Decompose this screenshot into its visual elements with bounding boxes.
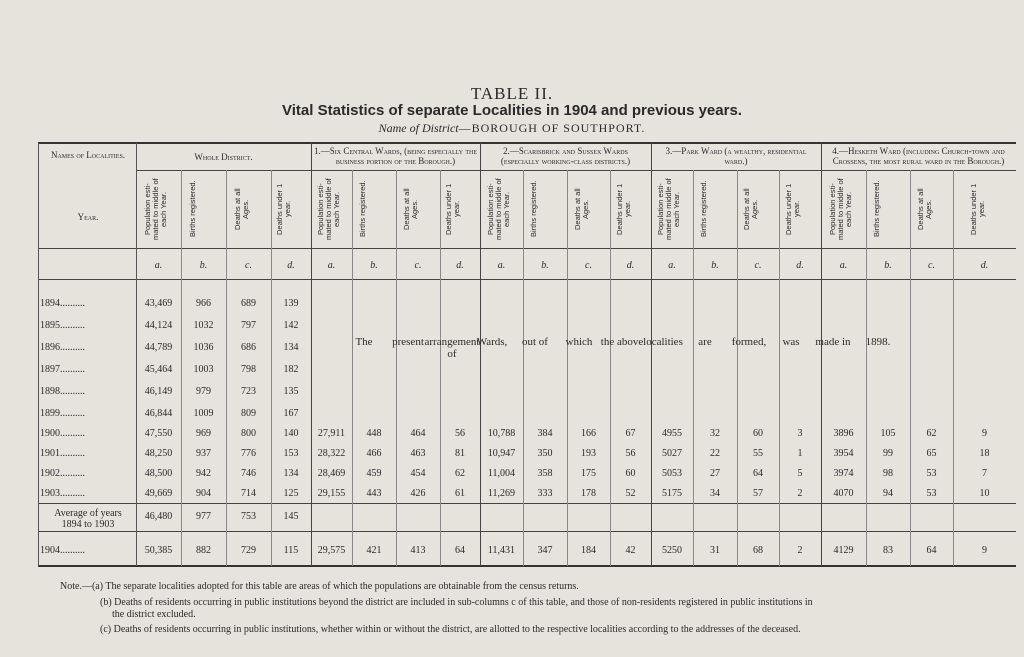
- subcolumn-header: Deaths at all Ages.: [742, 188, 759, 230]
- data-cell: 966: [196, 298, 211, 309]
- data-cell: 81: [455, 448, 465, 459]
- data-cell: 689: [241, 298, 256, 309]
- data-cell: 350: [537, 448, 553, 459]
- subcolumn-letter: c.: [754, 260, 762, 271]
- subcolumn-letter: d.: [456, 260, 464, 271]
- group-header: 4.—Hesketh Ward (including Church-town and Crossens, the most rural ward in the Borough.): [832, 146, 1005, 167]
- data-cell: 94: [883, 488, 893, 499]
- data-cell: 9: [982, 428, 987, 439]
- year-value: 1894: [40, 298, 60, 309]
- data-cell: 11,269: [487, 488, 516, 499]
- subcolumn-letter: c.: [414, 260, 422, 271]
- district-line: [0, 121, 1024, 136]
- year-label: 1900..........: [40, 428, 85, 439]
- data-cell: 62: [926, 428, 937, 439]
- year-label: 1899..........: [40, 408, 85, 419]
- merged-note-word: out of: [522, 336, 548, 348]
- data-cell: 167: [283, 408, 299, 419]
- group-header: 1.—Six Central Wards, (being especially the business portion of the Borough.): [314, 146, 477, 167]
- year-label: 1904..........: [40, 545, 85, 556]
- data-cell: 29,575: [317, 545, 346, 556]
- data-cell: 466: [366, 448, 382, 459]
- data-cell: 3974: [833, 468, 854, 479]
- subcolumn-letter: b.: [199, 260, 208, 271]
- data-cell: 3896: [833, 428, 854, 439]
- data-cell: 904: [196, 488, 211, 499]
- data-cell: 135: [283, 386, 299, 397]
- data-cell: 49,669: [144, 488, 173, 499]
- data-cell: 178: [581, 488, 596, 499]
- data-cell: 62: [455, 468, 465, 479]
- merged-note-word: arrangement of: [424, 336, 480, 360]
- average-cell: 977: [196, 511, 211, 522]
- merged-note-word: formed,: [731, 336, 767, 348]
- note-line: (b) Deaths of residents occurring in public institutions beyond the district are included in sub-columns c of this table, and those of non-residents registered in public institutions in: [100, 597, 813, 608]
- data-cell: 463: [410, 448, 426, 459]
- letters-rule: [38, 279, 1016, 280]
- subcolumn-header: Deaths under 1 year.: [444, 183, 461, 235]
- column-divider: [567, 170, 568, 566]
- merged-note-word: The: [355, 336, 373, 348]
- group-header: Whole District.: [194, 152, 253, 162]
- column-divider: [866, 170, 867, 566]
- data-cell: 10,947: [487, 448, 516, 459]
- subcolumn-letter: d.: [626, 260, 635, 271]
- data-cell: 7: [982, 468, 987, 479]
- data-cell: 776: [241, 448, 256, 459]
- average-rule-top: [38, 503, 1016, 504]
- data-cell: 44,789: [144, 342, 173, 353]
- year-label: 1897..........: [40, 364, 85, 375]
- data-cell: 53: [926, 488, 937, 499]
- year-label: 1901..........: [40, 448, 85, 459]
- year-value: 1900: [40, 428, 60, 439]
- data-cell: 1036: [193, 342, 214, 353]
- year-value: 1899: [40, 408, 60, 419]
- data-cell: 347: [537, 545, 553, 556]
- data-cell: 459: [366, 468, 382, 479]
- data-cell: 43,469: [144, 298, 173, 309]
- data-cell: 5250: [662, 545, 682, 556]
- data-cell: 5053: [662, 468, 682, 479]
- data-cell: 46,844: [144, 408, 173, 419]
- merged-note-word: localities: [643, 336, 683, 348]
- data-cell: 11,431: [487, 545, 516, 556]
- data-cell: 10,788: [487, 428, 516, 439]
- column-divider: [693, 170, 694, 566]
- subcolumn-letter: a.: [839, 260, 848, 271]
- data-cell: 134: [283, 342, 299, 353]
- merged-note-word: made in: [815, 336, 851, 348]
- subcolumn-letter: a.: [497, 260, 506, 271]
- data-cell: 798: [241, 364, 256, 375]
- merged-note-word: present: [392, 336, 424, 348]
- subcolumn-letter: c.: [928, 260, 935, 271]
- data-cell: 29,155: [317, 488, 346, 499]
- data-cell: 729: [241, 545, 256, 556]
- subcolumn-letter: b.: [884, 260, 892, 271]
- subcolumn-header: Deaths at all Ages.: [232, 188, 250, 230]
- data-cell: 22: [710, 448, 720, 459]
- data-cell: 57: [753, 488, 763, 499]
- subcolumn-header: Population esti-mated to middle of each Year.: [142, 178, 168, 240]
- names-of-localities: Names of Localities.: [50, 150, 126, 160]
- district-name: —BOROUGH OF SOUTHPORT.: [458, 121, 646, 135]
- year-label: 1895..........: [40, 320, 85, 331]
- column-divider: [953, 170, 954, 566]
- data-cell: 448: [366, 428, 382, 439]
- data-cell: 34: [710, 488, 720, 499]
- group-rule: [136, 170, 1016, 171]
- data-cell: 27,911: [317, 428, 346, 439]
- data-cell: 686: [241, 342, 256, 353]
- page-title: Vital Statistics of separate Localities in 1904 and previous years.: [282, 102, 742, 119]
- column-divider: [651, 143, 652, 566]
- merged-note-word: Wards,: [476, 336, 508, 348]
- data-cell: 464: [410, 428, 426, 439]
- table-label: TABLE II.: [470, 84, 554, 103]
- subcolumn-header: Deaths at all Ages.: [915, 188, 933, 230]
- subcolumn-letter: b.: [711, 260, 719, 271]
- subcolumn-header: Population esti-mated to middle of each Year.: [827, 178, 853, 240]
- subcolumn-header: Births registered.: [699, 180, 708, 238]
- subcolumn-header: Population esti-mated to middle of each Year.: [485, 178, 511, 240]
- year-label: 1894..........: [40, 298, 85, 309]
- data-cell: 61: [455, 488, 465, 499]
- data-cell: 384: [537, 428, 553, 439]
- subcolumn-letter: c.: [585, 260, 592, 271]
- data-cell: 27: [710, 468, 720, 479]
- data-cell: 413: [410, 545, 426, 556]
- note-line: (c) Deaths of residents occurring in public institutions, whether within or without the district, are allotted to the respective localities according to the addresses of the deceased.: [100, 624, 801, 635]
- subcolumn-header: Population esti-mated to middle of each Year.: [656, 178, 681, 240]
- data-cell: 98: [883, 468, 893, 479]
- data-cell: 48,250: [144, 448, 173, 459]
- data-cell: 882: [196, 545, 211, 556]
- data-cell: 2: [797, 545, 803, 556]
- data-cell: 44,124: [144, 320, 173, 331]
- column-divider: [311, 143, 312, 566]
- data-cell: 1003: [193, 364, 214, 375]
- data-cell: 28,322: [317, 448, 346, 459]
- merged-note-word: was: [782, 336, 800, 348]
- data-cell: 193: [581, 448, 596, 459]
- note-line: the district excluded.: [112, 609, 196, 620]
- subcolumn-header: Births registered.: [358, 180, 367, 238]
- data-cell: 105: [880, 428, 896, 439]
- subcolumn-letter: a.: [154, 260, 163, 271]
- data-cell: 115: [283, 545, 299, 556]
- data-cell: 67: [625, 428, 636, 439]
- data-cell: 31: [710, 545, 720, 556]
- data-cell: 50,385: [144, 545, 173, 556]
- data-cell: 134: [283, 468, 299, 479]
- data-cell: 28,469: [317, 468, 346, 479]
- column-divider: [737, 170, 738, 566]
- merged-note-word: the above: [600, 336, 644, 348]
- data-cell: 9: [982, 545, 987, 556]
- year-value: 1898: [40, 386, 60, 397]
- data-cell: 2: [797, 488, 803, 499]
- data-cell: 10: [979, 488, 990, 499]
- average-cell: 46,480: [144, 511, 173, 522]
- subcolumn-header: Deaths under 1 year.: [968, 183, 986, 235]
- data-cell: 64: [753, 468, 763, 479]
- data-cell: 60: [625, 468, 636, 479]
- data-cell: 42: [625, 545, 636, 556]
- year-label: 1902..........: [40, 468, 85, 479]
- year-label: 1903..........: [40, 488, 85, 499]
- data-cell: 5175: [662, 488, 682, 499]
- year-value: 1896: [40, 342, 60, 353]
- data-cell: 358: [537, 468, 553, 479]
- data-cell: 32: [710, 428, 720, 439]
- data-cell: 809: [241, 408, 256, 419]
- year-header: Year.: [77, 212, 99, 222]
- column-divider: [910, 170, 911, 566]
- data-cell: 60: [753, 428, 763, 439]
- merged-note-word: which: [565, 336, 593, 348]
- data-cell: 55: [753, 448, 763, 459]
- data-cell: 175: [581, 468, 596, 479]
- year-value: 1901: [40, 448, 60, 459]
- subcolumn-header: Births registered.: [872, 180, 881, 238]
- data-cell: 1032: [193, 320, 214, 331]
- subcolumn-header: Deaths under 1 year.: [275, 183, 292, 235]
- column-divider: [352, 170, 353, 566]
- year-value: 1897: [40, 364, 60, 375]
- data-cell: 139: [283, 298, 299, 309]
- average-rule-bottom: [38, 531, 1016, 532]
- year-value: 1904: [40, 545, 60, 556]
- data-cell: 937: [196, 448, 211, 459]
- data-cell: 56: [455, 428, 465, 439]
- data-cell: 64: [926, 545, 937, 556]
- data-cell: 52: [625, 488, 636, 499]
- data-cell: 140: [283, 428, 299, 439]
- data-cell: 46,149: [144, 386, 173, 397]
- data-cell: 443: [366, 488, 382, 499]
- data-cell: 714: [241, 488, 256, 499]
- data-cell: 182: [283, 364, 299, 375]
- year-col-border: [136, 143, 137, 566]
- subcolumn-letter: b.: [370, 260, 378, 271]
- data-cell: 969: [196, 428, 211, 439]
- year-value: 1903: [40, 488, 60, 499]
- data-cell: 942: [196, 468, 211, 479]
- data-cell: 800: [241, 428, 256, 439]
- column-divider: [523, 170, 524, 566]
- average-label: Average of years: [54, 508, 122, 519]
- district-prefix: Name of District: [378, 121, 459, 135]
- average-cell: 145: [283, 511, 299, 522]
- data-cell: 142: [283, 320, 299, 331]
- data-cell: 4955: [662, 428, 682, 439]
- subcolumn-header: Deaths under 1 year.: [614, 183, 632, 235]
- top-rule: [38, 142, 1016, 144]
- data-cell: 3954: [833, 448, 854, 459]
- data-cell: 18: [979, 448, 990, 459]
- year-value: 1895: [40, 320, 60, 331]
- data-cell: 45,464: [144, 364, 173, 375]
- subcolumn-letter: c.: [245, 260, 252, 271]
- data-cell: 3: [797, 428, 803, 439]
- column-divider: [610, 170, 611, 566]
- average-label-years: 1894 to 1903: [61, 519, 115, 530]
- subcolumn-header: Population esti-mated to middle of each Year.: [315, 178, 341, 240]
- data-cell: 797: [241, 320, 256, 331]
- data-cell: 1: [797, 448, 803, 459]
- data-cell: 47,550: [144, 428, 173, 439]
- group-header: 3.—Park Ward (a wealthy, residential ward.): [665, 146, 807, 167]
- data-cell: 48,500: [144, 468, 173, 479]
- column-divider: [821, 143, 822, 566]
- data-cell: 5: [797, 468, 803, 479]
- data-cell: 421: [366, 545, 382, 556]
- average-cell: 753: [241, 511, 256, 522]
- year-value: 1902: [40, 468, 60, 479]
- data-cell: 184: [581, 545, 596, 556]
- column-divider: [779, 170, 780, 566]
- data-cell: 454: [410, 468, 426, 479]
- subcolumn-letter: a.: [327, 260, 336, 271]
- data-cell: 333: [537, 488, 553, 499]
- subcolumn-header: Deaths at all Ages.: [572, 188, 590, 230]
- header-rule: [38, 248, 1016, 249]
- merged-note-word: 1898.: [865, 336, 891, 348]
- data-cell: 65: [926, 448, 937, 459]
- year-label: 1896..........: [40, 342, 85, 353]
- data-cell: 1009: [193, 408, 214, 419]
- data-cell: 11,004: [487, 468, 516, 479]
- subcolumn-header: Deaths at all Ages.: [402, 188, 419, 230]
- merged-note-word: are: [698, 336, 712, 348]
- subcolumn-letter: a.: [668, 260, 676, 271]
- data-cell: 83: [883, 545, 893, 556]
- subcolumn-letter: b.: [541, 260, 549, 271]
- data-cell: 426: [410, 488, 426, 499]
- subcolumn-header: Births registered.: [187, 180, 197, 238]
- data-cell: 99: [883, 448, 893, 459]
- data-cell: 4070: [833, 488, 854, 499]
- subcolumn-header: Deaths under 1 year.: [784, 183, 801, 235]
- year-label: 1898..........: [40, 386, 85, 397]
- data-cell: 166: [581, 428, 596, 439]
- note-line: Note.—(a) The separate localities adopted for this table are areas of which the populations are obtainable from the census returns.: [60, 581, 579, 592]
- data-cell: 5027: [662, 448, 682, 459]
- data-cell: 53: [926, 468, 937, 479]
- group-header: 2.—Scarisbrick and Sussex Wards (especially working-class districts.): [500, 146, 631, 167]
- data-cell: 979: [196, 386, 211, 397]
- data-cell: 746: [241, 468, 256, 479]
- data-cell: 64: [455, 545, 465, 556]
- data-cell: 56: [625, 448, 636, 459]
- left-border: [38, 143, 39, 566]
- subcolumn-header: Births registered.: [529, 180, 538, 238]
- bottom-rule: [38, 565, 1016, 567]
- data-cell: 68: [753, 545, 763, 556]
- column-divider: [396, 170, 397, 566]
- subcolumn-letter: d.: [287, 260, 295, 271]
- subcolumn-letter: d.: [980, 260, 989, 271]
- data-cell: 4129: [833, 545, 854, 556]
- data-cell: 723: [241, 386, 256, 397]
- subcolumn-letter: d.: [796, 260, 804, 271]
- data-cell: 125: [283, 488, 299, 499]
- column-divider: [440, 170, 441, 566]
- data-cell: 153: [283, 448, 299, 459]
